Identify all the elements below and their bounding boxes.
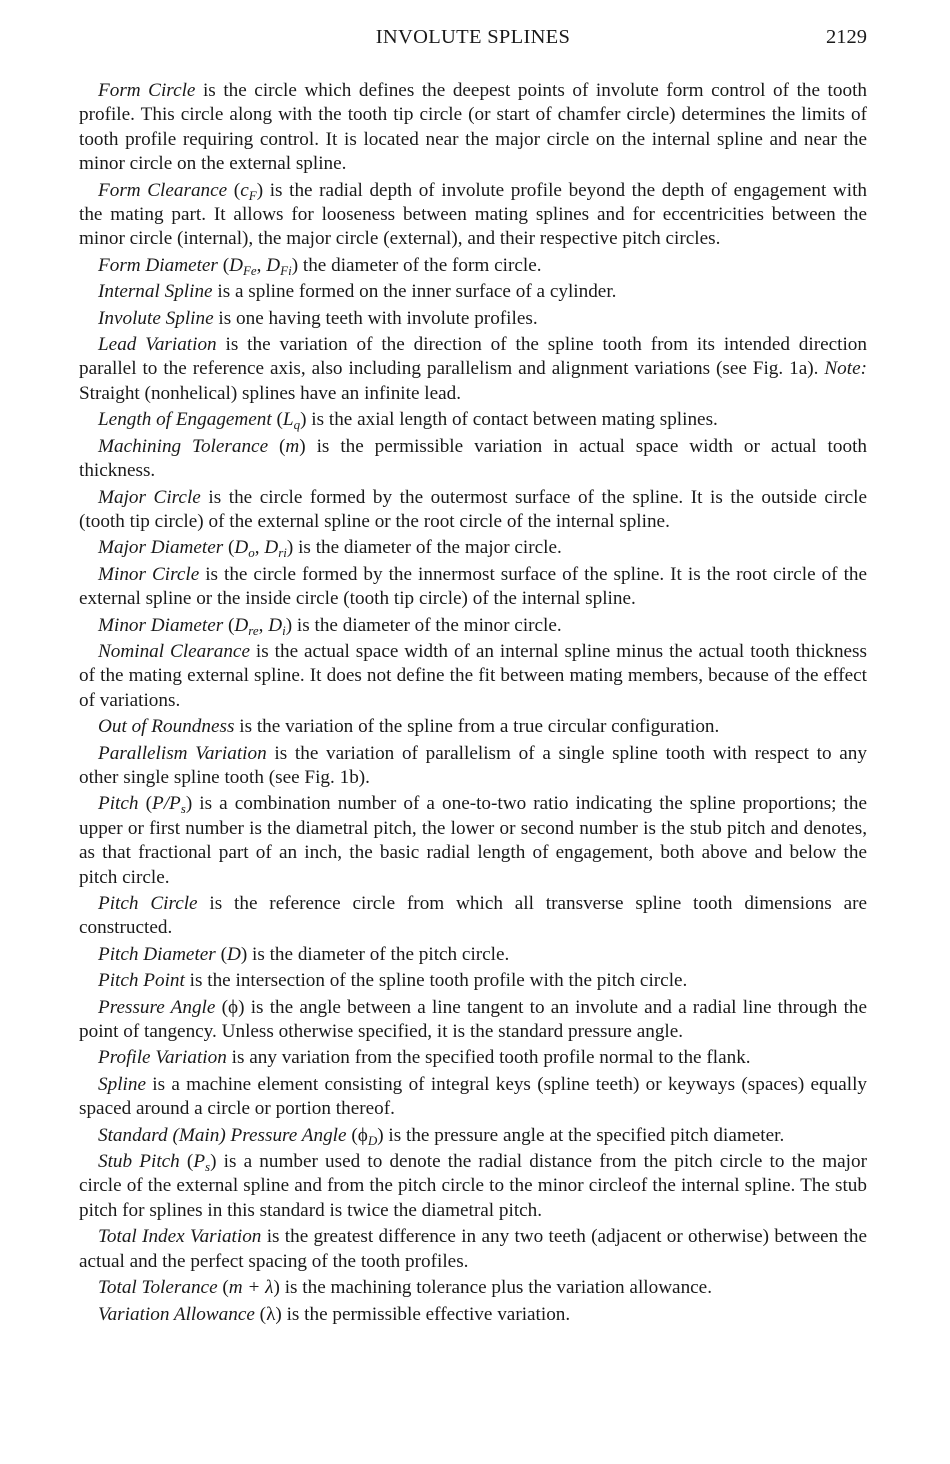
- symbol-close: ): [275, 1303, 282, 1325]
- definition-form-circle: [79, 79, 867, 177]
- symbol-open: (: [215, 996, 229, 1018]
- definition-text: is the axial length of contact between mating splines.: [306, 409, 718, 431]
- definition-text: is the greatest difference in any two teeth (adjacent or otherwise) between the actual and the perfect spacing of the tooth profiles.: [79, 1226, 867, 1272]
- symbol-subscript: ri: [278, 545, 287, 561]
- term: Pitch: [98, 793, 139, 815]
- definition-text: is the circle which defines the deepest points of involute form control of the tooth profile. This circle along with the tooth tip circle (or start of chamfer circle) determines the limits of tooth profile requiring control. It is located near the major circle on the internal spline and near the minor circle on the external spline.: [79, 80, 868, 175]
- symbol: D: [234, 614, 249, 636]
- symbol-subscript: o: [248, 545, 255, 561]
- definition-text: is the angle between a line tangent to an involute and a radial line through the point of tangency. Unless otherwise specified, it is the standard pressure angle.: [79, 996, 868, 1043]
- definition-text: is the diameter of the minor circle.: [292, 614, 562, 636]
- symbol-open: (: [217, 1277, 229, 1299]
- note-text: Straight (nonhelical) splines have an infinite lead.: [79, 382, 462, 404]
- symbol-close: ): [273, 1277, 280, 1299]
- definition-stub-pitch: [79, 1150, 867, 1223]
- definition-text: is the variation of parallelism of a single spline tooth with respect to any other single spline tooth (see Fig. 1b).: [79, 742, 867, 788]
- symbol-subscript: Fe: [242, 262, 257, 278]
- symbol-close: ): [291, 254, 299, 276]
- definition-standard-pressure-angle: [79, 1124, 867, 1148]
- definition-text: is the intersection of the spline tooth profile with the pitch circle.: [184, 970, 688, 992]
- symbol: ϕ: [357, 1124, 368, 1146]
- definition-text: is any variation from the specified tooth profile normal to the flank.: [226, 1047, 751, 1069]
- definition-text: is the diameter of the pitch circle.: [247, 943, 510, 965]
- definition-variation-allowance: [79, 1303, 867, 1327]
- term: Pitch Circle: [98, 893, 198, 914]
- definitions-body: [79, 79, 867, 1329]
- term: Major Circle: [98, 486, 201, 508]
- symbol-open: (: [138, 793, 152, 815]
- definition-text: is a machine element consisting of integral keys (spline teeth) or keyways (spaces) equally spaced around a circle or portion thereof.: [79, 1073, 867, 1120]
- definition-profile-variation: [79, 1046, 867, 1070]
- symbol-open: (: [223, 537, 235, 559]
- symbol-subscript: q: [293, 417, 301, 433]
- symbol-open: (: [254, 1303, 267, 1325]
- definition-text: is the circle formed by the outermost surface of the spline. It is the outside circle (tooth tip circle) of the external spline or the root circle of the internal spline.: [79, 486, 868, 532]
- symbol: λ: [266, 1303, 276, 1325]
- definition-total-tolerance: [79, 1276, 867, 1300]
- term: Total Index Variation: [98, 1226, 262, 1248]
- term: Stub Pitch: [98, 1151, 180, 1173]
- definition-text: is the radial depth of involute profile beyond the depth of engagement with the mating part. It allows for looseness between mating splines and for eccentricities between the minor circle (internal), the major circle (external), and their respective pitch circles.: [79, 179, 867, 250]
- symbol-subscript: s: [180, 801, 186, 817]
- definition-text: is the circle formed by the innermost surface of the spline. It is the root circle of the external spline or the inside circle (tooth tip circle) of the internal spline.: [79, 563, 868, 610]
- term: Minor Diameter: [98, 614, 224, 636]
- chapter-title: INVOLUTE SPLINES: [375, 26, 571, 48]
- definition-pitch-diameter: [79, 943, 867, 967]
- term: Parallelism Variation: [98, 742, 267, 764]
- definition-text: the diameter of the form circle.: [298, 254, 542, 276]
- symbol-subscript: re: [248, 622, 259, 638]
- definition-internal-spline: [79, 280, 867, 304]
- symbol-open: (: [271, 409, 283, 431]
- term: Profile Variation: [98, 1047, 227, 1069]
- symbol: m: [285, 435, 300, 457]
- definition-out-of-roundness: [79, 715, 867, 739]
- definition-major-diameter: [79, 536, 867, 560]
- symbol-subscript: Fi: [280, 262, 292, 278]
- running-header: [79, 26, 867, 52]
- term: Pitch Diameter: [98, 943, 216, 965]
- symbol-open: (: [215, 943, 227, 965]
- definition-text: is the permissible effective variation.: [281, 1303, 571, 1325]
- definition-text: is the machining tolerance plus the variation allowance.: [279, 1277, 712, 1299]
- symbol-open: (: [268, 435, 286, 457]
- definition-machining-tolerance: [79, 435, 867, 484]
- term: Minor Circle: [98, 563, 200, 585]
- symbol: D: [229, 254, 243, 276]
- term: Form Diameter: [98, 254, 218, 276]
- symbol-close: ): [256, 179, 264, 201]
- note-label: Note:: [824, 358, 867, 380]
- symbol-close: ): [285, 614, 293, 636]
- definition-text: is the pressure angle at the specified pitch diameter.: [383, 1124, 785, 1146]
- definition-form-clearance: [79, 179, 867, 252]
- page-number: 2129: [826, 26, 867, 48]
- symbol-open: (: [179, 1151, 194, 1173]
- term: Lead Variation: [98, 334, 217, 356]
- symbol-open: (: [223, 614, 235, 636]
- symbol-close: ): [240, 943, 248, 965]
- term: Form Clearance: [98, 179, 228, 201]
- symbol-separator: ,: [254, 537, 265, 559]
- definition-text: is the reference circle from which all transverse spline tooth dimensions are constructed.: [79, 893, 867, 939]
- term: Pressure Angle: [98, 996, 216, 1018]
- term: Form Circle: [98, 80, 196, 101]
- symbol: c: [240, 179, 249, 201]
- symbol: m + λ: [228, 1277, 274, 1299]
- symbol-open: (: [227, 179, 241, 201]
- symbol-close: ): [238, 996, 245, 1018]
- symbol: D: [268, 614, 283, 636]
- definition-text: is the actual space width of an internal spline minus the actual tooth thickness of the mating external spline. It does not define the fit between mating members, because of the effect of variations.: [79, 640, 867, 711]
- term: Nominal Clearance: [98, 640, 250, 662]
- definition-pitch: [79, 792, 867, 890]
- term: Involute Spline: [98, 307, 214, 329]
- symbol: P: [193, 1151, 206, 1173]
- symbol: D: [266, 254, 281, 276]
- definition-spline: [79, 1073, 867, 1122]
- term: Internal Spline: [98, 281, 213, 303]
- definition-text: is a combination number of a one-to-two ratio indicating the spline proportions; the upper or first number is the diametral pitch, the lower or second number is the stub pitch and denotes, as that fractional part of an inch, the basic radial length of engagement, both above and below the pitch circle.: [79, 793, 868, 888]
- definition-text: is a spline formed on the inner surface of a cylinder.: [212, 281, 617, 303]
- symbol: L: [282, 409, 294, 431]
- term: Major Diameter: [98, 537, 224, 559]
- symbol-separator: ,: [258, 614, 269, 636]
- term: Machining Tolerance: [98, 435, 269, 457]
- symbol: D: [226, 943, 241, 965]
- definition-text: is a number used to denote the radial distance from the pitch circle to the major circle of the external spline and from the pitch circle to the minor circleof the internal spline. The stub pitch for splines in this standard is twice the diametral pitch.: [79, 1151, 867, 1221]
- symbol-subscript: F: [248, 187, 257, 203]
- definition-pressure-angle: [79, 996, 867, 1045]
- term: Variation Allowance: [98, 1303, 255, 1325]
- definition-lead-variation: [79, 333, 867, 406]
- symbol-close: ): [300, 409, 307, 431]
- definition-text: is the permissible variation in actual space width or actual tooth thickness.: [79, 435, 867, 482]
- symbol-close: ): [185, 793, 193, 815]
- definition-text: is the diameter of the major circle.: [293, 537, 562, 559]
- definition-minor-circle: [79, 563, 867, 612]
- symbol: ϕ: [228, 996, 239, 1018]
- definition-involute-spline: [79, 307, 867, 331]
- symbol-open: (: [217, 254, 230, 276]
- definition-form-diameter: [79, 254, 867, 278]
- symbol-close: ): [299, 435, 306, 457]
- definition-total-index-variation: [79, 1225, 867, 1274]
- term: Total Tolerance: [98, 1277, 218, 1299]
- symbol: P/P: [151, 793, 181, 815]
- symbol-close: ): [210, 1151, 217, 1173]
- symbol: D: [234, 537, 249, 559]
- definition-parallelism-variation: [79, 742, 867, 791]
- symbol-open: (: [346, 1124, 358, 1146]
- symbol: D: [264, 537, 279, 559]
- term: Out of Roundness: [98, 716, 235, 738]
- definition-minor-diameter: [79, 614, 867, 638]
- definition-length-of-engagement: [79, 408, 867, 432]
- symbol-close: ): [377, 1124, 384, 1146]
- definition-nominal-clearance: [79, 640, 867, 713]
- symbol-subscript: s: [205, 1159, 211, 1175]
- definition-text: is one having teeth with involute profiles.: [213, 307, 538, 329]
- symbol-subscript: D: [367, 1132, 378, 1148]
- symbol-close: ): [286, 537, 294, 559]
- symbol-separator: ,: [256, 254, 267, 276]
- definition-pitch-circle: [79, 892, 867, 941]
- term: Standard (Main) Pressure Angle: [98, 1124, 347, 1146]
- definition-major-circle: [79, 486, 867, 535]
- definition-text: is the variation of the spline from a true circular configuration.: [234, 716, 720, 738]
- definition-pitch-point: [79, 969, 867, 993]
- term: Spline: [98, 1073, 146, 1095]
- term: Pitch Point: [98, 970, 185, 992]
- definition-text: is the variation of the direction of the spline tooth from its intended direction parallel to the reference axis, also including parallelism and alignment variations (see Fig. 1a).: [79, 334, 867, 380]
- term: Length of Engagement: [98, 409, 272, 431]
- symbol-subscript: i: [282, 622, 286, 638]
